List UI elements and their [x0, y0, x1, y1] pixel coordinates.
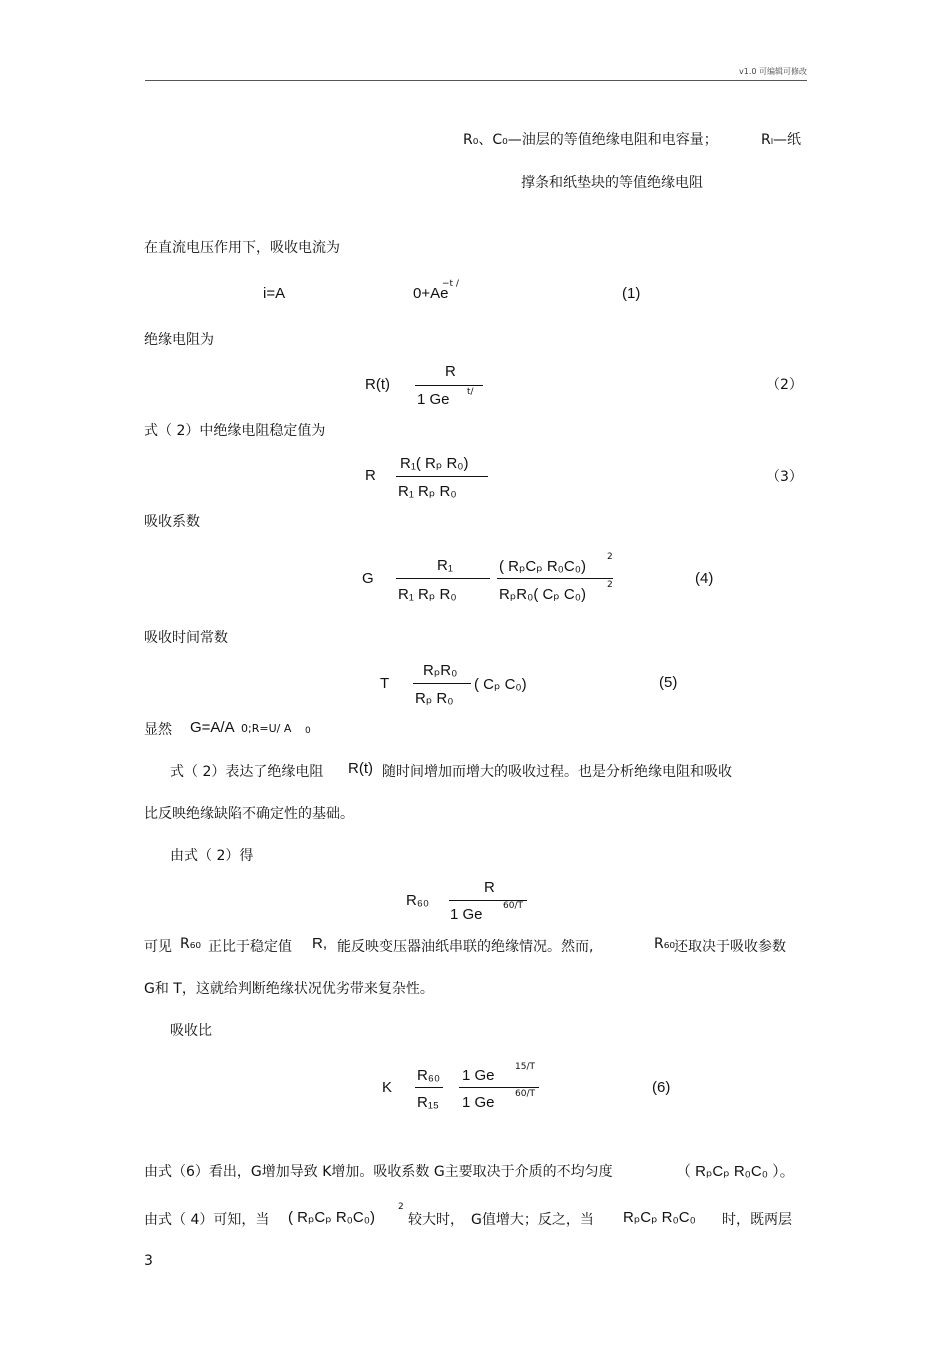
eq2-number: （2）: [766, 377, 803, 393]
eq1-number: (1): [622, 285, 641, 302]
text-line-16g: 时，既两层: [722, 1212, 792, 1228]
text-line-16f: RₚCₚ R₀C₀: [623, 1209, 696, 1226]
eq7-number: (6): [652, 1079, 671, 1096]
text-line-16b: ( RₚCₚ R₀C₀): [288, 1209, 375, 1226]
eq6-lhs: R₆₀: [406, 892, 430, 909]
eq5-denominator: Rₚ R₀: [415, 690, 454, 707]
eq3-number: （3）: [766, 469, 803, 485]
text-line-12d: R,: [312, 935, 327, 952]
eq7-numerator-1: R₆₀: [417, 1067, 441, 1084]
text-line-6: 吸收系数: [144, 514, 200, 530]
eq5-lhs: T: [380, 675, 390, 692]
eq4-denominator-1: R₁ Rₚ R₀: [398, 586, 457, 603]
eq4-number: (4): [695, 570, 714, 587]
eq2-lhs: R(t): [365, 376, 390, 393]
text-line-9b: R(t): [348, 760, 373, 777]
text-line-2: 撑条和纸垫块的等值绝缘电阻: [521, 175, 703, 191]
eq5-fraction-bar: [413, 683, 471, 684]
text-line-12a: 可见: [144, 939, 172, 955]
text-line-12g: 还取决于吸收参数: [674, 939, 786, 955]
eq7-fraction-bar-2: [459, 1087, 539, 1088]
eq7-fraction-bar-1: [415, 1087, 443, 1088]
eq7-sup-2b: 60/T: [515, 1089, 535, 1099]
eq3-denominator: R₁ Rₚ R₀: [398, 483, 457, 500]
text-line-1b: Rₗ—纸: [761, 132, 802, 148]
eq4-numerator-2: ( RₚCₚ R₀C₀): [499, 558, 586, 575]
eq6-denominator: 1 Ge: [450, 906, 483, 923]
eq7-denominator-2: 1 Ge: [462, 1094, 495, 1111]
eq4-fraction-bar-2: [497, 578, 613, 579]
eq6-numerator: R: [484, 879, 495, 896]
eq4-lhs: G: [362, 570, 374, 587]
page-number: 3: [144, 1253, 153, 1269]
eq5-number: (5): [659, 674, 678, 691]
eq4-numerator-1: R₁: [437, 557, 453, 574]
eq4-sup-2a: 2: [607, 552, 613, 562]
text-line-10: 比反映绝缘缺陷不确定性的基础。: [144, 806, 354, 822]
text-line-9a: 式（ 2）表达了绝缘电阻: [170, 764, 324, 780]
text-line-4: 绝缘电阻为: [144, 332, 214, 348]
text-line-11: 由式（ 2）得: [170, 848, 254, 864]
text-line-8d: 0: [305, 726, 311, 736]
text-line-16a: 由式（ 4）可知，当: [144, 1212, 270, 1228]
text-line-13: G和 T，这就给判断绝缘状况优劣带来复杂性。: [144, 981, 434, 997]
text-line-9c: 随时间增加而增大的吸收过程。也是分析绝缘电阻和吸收: [382, 764, 732, 780]
eq5-rest: ( Cₚ C₀): [474, 676, 527, 693]
text-line-12e: 能反映变压器油纸串联的绝缘情况。然而,: [337, 939, 594, 955]
text-line-5: 式（ 2）中绝缘电阻稳定值为: [144, 423, 326, 439]
eq4-fraction-bar-1: [396, 578, 490, 579]
text-line-15a: 由式（6）看出，G增加导致 K增加。吸收系数 G主要取决于介质的不均匀度: [144, 1164, 613, 1180]
eq2-fraction-bar: [415, 385, 483, 386]
eq6-sup: 60/T: [503, 901, 523, 911]
text-line-3: 在直流电压作用下，吸收电流为: [144, 240, 340, 256]
eq1-sup: −t /: [442, 279, 459, 289]
text-line-15b: （ RₚCₚ R₀C₀ ）。: [676, 1163, 795, 1180]
eq3-lhs: R: [365, 467, 376, 484]
text-line-8b: G=A/A: [190, 719, 235, 736]
text-line-12f: R₆₀: [654, 936, 675, 952]
text-line-14: 吸收比: [170, 1023, 212, 1039]
text-line-16c: 2: [398, 1202, 404, 1212]
page-header-rule: [145, 60, 807, 81]
eq7-sup-2a: 15/T: [515, 1062, 535, 1072]
eq2-denominator: 1 Ge: [417, 391, 450, 408]
eq7-denominator-1: R₁₅: [417, 1094, 439, 1111]
eq1-mid: 0+Ae: [413, 285, 449, 302]
text-line-12b: R₆₀: [180, 936, 201, 952]
eq7-lhs: K: [382, 1079, 393, 1096]
text-line-16d: 较大时，: [408, 1212, 464, 1228]
eq3-numerator: R₁( Rₚ R₀): [400, 455, 469, 472]
text-line-12c: 正比于稳定值: [208, 939, 292, 955]
text-line-16e: G值增大；反之，当: [471, 1212, 594, 1228]
eq2-numerator: R: [445, 363, 456, 380]
eq7-numerator-2: 1 Ge: [462, 1067, 495, 1084]
text-line-1a: R₀、C₀—油层的等值绝缘电阻和电容量；: [463, 132, 718, 148]
header-version: v1.0 可编辑可修改: [739, 67, 807, 76]
eq3-fraction-bar: [396, 476, 488, 477]
text-line-8a: 显然: [144, 722, 172, 738]
text-line-7: 吸收时间常数: [144, 630, 228, 646]
eq1-lhs: i=A: [263, 285, 286, 302]
eq5-numerator: RₚR₀: [423, 662, 458, 679]
eq4-sup-2b: 2: [607, 580, 613, 590]
eq2-sup: t/: [467, 387, 474, 397]
text-line-8c: 0;R=U/ A: [241, 722, 292, 735]
eq4-denominator-2: RₚR₀( Cₚ C₀): [499, 586, 586, 603]
